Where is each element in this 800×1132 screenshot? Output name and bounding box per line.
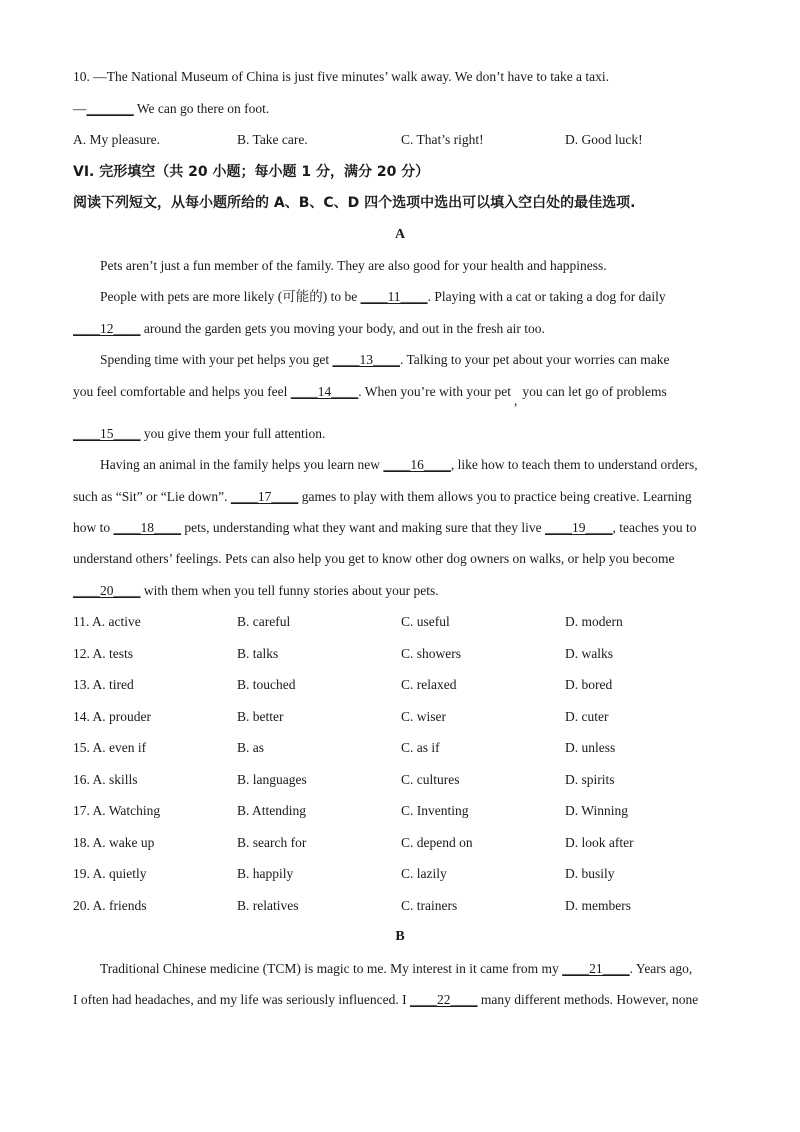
options-row-17	[73, 802, 733, 820]
passage-a-line-2	[100, 288, 666, 306]
blank-17: ____17____	[230, 489, 299, 504]
passage-a-line-9	[73, 519, 697, 537]
option-a: 13. A. tired	[73, 677, 134, 692]
text-segment: I often had headaches, and my life was seriously influenced. I	[73, 992, 411, 1007]
section-title: VI. 完形填空（共 20 小题；每小题 1 分，满分 20 分）	[73, 164, 430, 180]
options-row-14	[73, 708, 733, 726]
passage-a-line-8	[73, 488, 692, 506]
option-b: B. careful	[237, 614, 291, 629]
options-row-13	[73, 676, 733, 694]
text-segment: around the garden gets you moving your body, and out in the fresh air too.	[140, 321, 545, 336]
passage-b-line-2	[73, 991, 698, 1009]
text-segment: , like how to teach them to understand orders,	[450, 457, 698, 472]
question-10-stem: 10. —The National Museum of China is just five minutes’ walk away. We don’t have to take a taxi.	[73, 69, 610, 84]
option-d: D. unless	[565, 740, 616, 755]
option-b: B. touched	[237, 677, 296, 692]
option-b: B. languages	[237, 772, 307, 787]
reply-text: We can go there on foot.	[133, 101, 270, 116]
option-d: D. cuter	[565, 709, 609, 724]
options-row-20	[73, 897, 733, 915]
text-segment: games to play with them allows you to practice being creative. Learning	[298, 489, 692, 504]
passage-a-line-4	[100, 351, 669, 369]
options-row-11	[73, 613, 733, 631]
text-segment: you feel comfortable and helps you feel	[73, 384, 291, 399]
options-row-12	[73, 645, 733, 663]
passage-a-line-5	[73, 383, 667, 408]
stray-comma: ,	[514, 393, 518, 408]
option-a: 18. A. wake up	[73, 835, 155, 850]
option-a: 14. A. prouder	[73, 709, 151, 724]
text-segment: Spending time with your pet helps you get	[100, 352, 333, 367]
blank-13: ____13____	[332, 352, 400, 367]
text-segment: with them when you tell funny stories about your pets.	[140, 583, 439, 598]
option-c: C. wiser	[401, 709, 446, 724]
blank-21: ____21____	[562, 961, 630, 976]
text-segment: you give them your full attention.	[140, 426, 326, 441]
passage-a-line-1: Pets aren’t just a fun member of the family. They are also good for your health and happiness.	[100, 258, 607, 273]
blank-22: ____22____	[410, 992, 478, 1007]
option-a: A. My pleasure.	[73, 132, 160, 147]
option-c: C. cultures	[401, 772, 460, 787]
option-b: B. search for	[237, 835, 307, 850]
question-10-options	[73, 131, 733, 149]
options-row-19	[73, 865, 733, 883]
option-c: C. relaxed	[401, 677, 457, 692]
option-c: C. lazily	[401, 866, 447, 881]
blank-16: ____16____	[383, 457, 451, 472]
option-a: 20. A. friends	[73, 898, 147, 913]
text-segment: . Playing with a cat or taking a dog for daily	[427, 289, 666, 304]
option-b: B. talks	[237, 646, 279, 661]
section-instruction: 阅读下列短文，从每小题所给的 A、B、C、D 四个选项中选出可以填入空白处的最佳选项.	[73, 195, 636, 211]
option-c: C. as if	[401, 740, 440, 755]
option-d: D. modern	[565, 614, 623, 629]
option-b: B. better	[237, 709, 284, 724]
option-b: B. Take care.	[237, 132, 308, 147]
text-segment: . When you’re with your pet	[358, 384, 512, 399]
text-segment: . Talking to your pet about your worries can make	[399, 352, 670, 367]
passage-a-line-6	[73, 425, 325, 443]
text-segment: Traditional Chinese medicine (TCM) is magic to me. My interest in it came from my	[100, 961, 563, 976]
option-a: 12. A. tests	[73, 646, 134, 661]
option-d: D. Good luck!	[565, 132, 643, 147]
option-b: B. as	[237, 740, 264, 755]
option-c: C. showers	[401, 646, 461, 661]
option-a: 17. A. Watching	[73, 803, 161, 818]
option-a: 11. A. active	[73, 614, 141, 629]
answer-blank-10: _______	[86, 101, 134, 116]
blank-11: ____11____	[360, 289, 428, 304]
option-c: C. That’s right!	[401, 132, 484, 147]
option-d: D. members	[565, 898, 631, 913]
option-d: D. look after	[565, 835, 634, 850]
text-segment: People with pets are more likely (可能的) to be	[100, 289, 361, 304]
option-c: C. trainers	[401, 898, 458, 913]
options-row-16	[73, 771, 733, 789]
blank-19: ____19____	[545, 520, 613, 535]
text-segment: many different methods. However, none	[477, 992, 699, 1007]
passage-a-line-11	[73, 582, 439, 600]
question-10-reply	[73, 100, 269, 118]
passage-b-line-1	[100, 960, 692, 978]
option-c: C. useful	[401, 614, 450, 629]
option-b: B. relatives	[237, 898, 299, 913]
text-segment: Having an animal in the family helps you learn new	[100, 457, 384, 472]
option-c: C. Inventing	[401, 803, 469, 818]
blank-12: ____12____	[73, 321, 141, 336]
blank-14: ____14____	[290, 384, 359, 399]
text-segment: how to	[73, 520, 114, 535]
option-a: 19. A. quietly	[73, 866, 147, 881]
passage-a-line-7	[100, 456, 698, 474]
option-d: D. spirits	[565, 772, 615, 787]
option-a: 16. A. skills	[73, 772, 138, 787]
option-a: 15. A. even if	[73, 740, 147, 755]
passage-a-label: A	[394, 227, 406, 242]
option-c: C. depend on	[401, 835, 473, 850]
text-segment: such as “Sit” or “Lie down”.	[73, 489, 231, 504]
option-b: B. Attending	[237, 803, 307, 818]
blank-18: ____18____	[113, 520, 181, 535]
text-segment: . Years ago,	[629, 961, 693, 976]
option-d: D. walks	[565, 646, 613, 661]
option-d: D. Winning	[565, 803, 628, 818]
blank-15: ____15____	[73, 426, 141, 441]
passage-a-line-3	[73, 320, 545, 338]
passage-a-line-10: understand others’ feelings. Pets can also help you get to know other dog owners on walks, or help you become	[73, 551, 675, 566]
option-d: D. busily	[565, 866, 615, 881]
text-segment: pets, understanding what they want and making sure that they live	[181, 520, 546, 535]
options-row-15	[73, 739, 733, 757]
options-row-18	[73, 834, 733, 852]
blank-20: ____20____	[73, 583, 141, 598]
text-segment: , teaches you to	[612, 520, 697, 535]
reply-dash: —	[73, 101, 87, 116]
option-d: D. bored	[565, 677, 613, 692]
option-b: B. happily	[237, 866, 294, 881]
text-segment: you can let go of problems	[522, 384, 667, 399]
passage-b-label: B	[395, 929, 405, 944]
